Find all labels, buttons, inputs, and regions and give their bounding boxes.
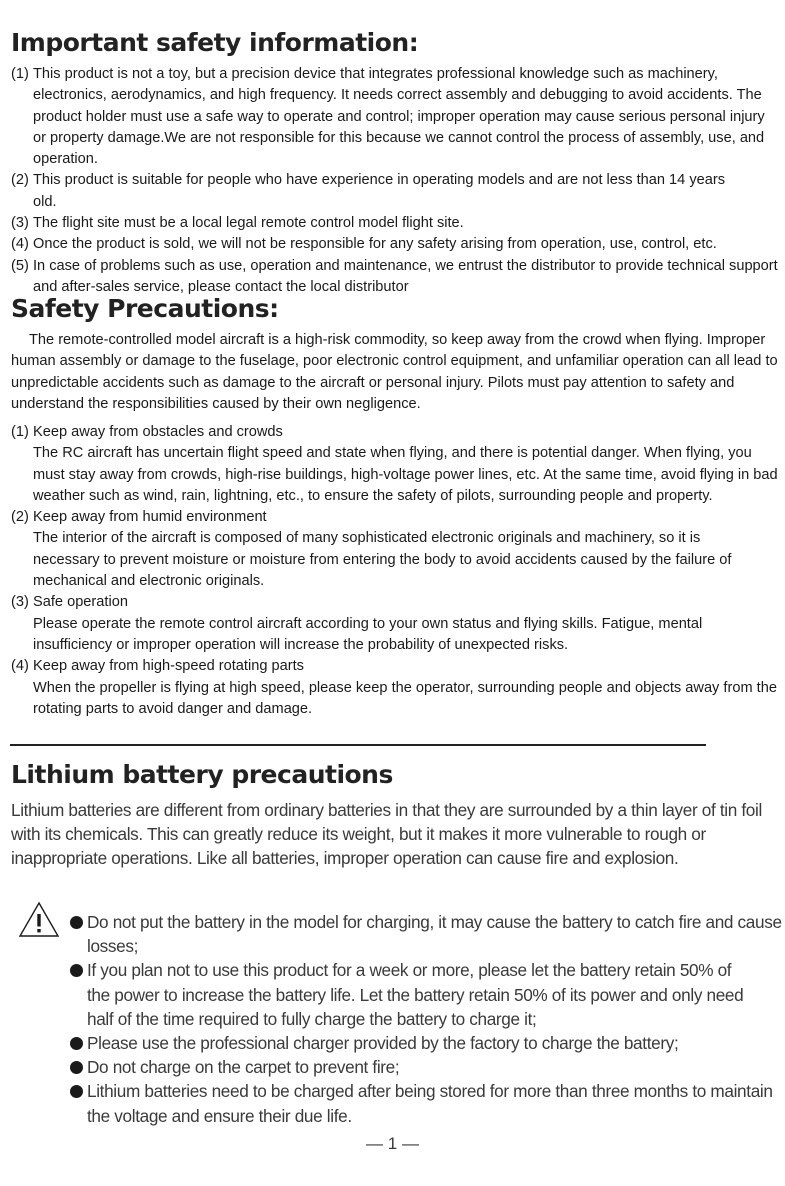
safety-precautions-heading: Safety Precautions: [11, 294, 279, 323]
item-text: Once the product is sold, we will not be responsible for any safety arising from operation, use, control, etc. [33, 236, 717, 253]
bullet-text: Please use the professional charger provided by the factory to charge the battery; [87, 1033, 679, 1054]
warning-icon [18, 901, 60, 938]
important-item [11, 64, 781, 170]
important-item [11, 256, 781, 299]
safety-item-heading [11, 592, 781, 613]
lithium-bullet-list [68, 910, 783, 1128]
item-heading-text: Keep away from high-speed rotating parts [33, 658, 304, 675]
item-number: (3) [11, 215, 29, 232]
bullet-dot-icon [70, 1061, 83, 1074]
important-safety-heading: Important safety information: [11, 28, 419, 57]
safety-item [11, 422, 781, 507]
bullet-dot-icon [70, 1085, 83, 1098]
bullet-dot-icon [70, 916, 83, 929]
bullet-text: Do not charge on the carpet to prevent fire; [87, 1057, 400, 1078]
safety-item [11, 592, 781, 656]
exclamation-dot [37, 929, 40, 932]
lithium-bullet-item [68, 1079, 783, 1127]
item-number: (4) [11, 658, 29, 675]
item-heading-text: Keep away from humid environment [33, 509, 267, 526]
bullet-text: Lithium batteries need to be charged after being stored for more than three months to maintain the voltage and ensure their due life. [87, 1081, 773, 1126]
lithium-bullet-item [68, 910, 783, 958]
item-number: (2) [11, 172, 29, 189]
bullet-text: If you plan not to use this product for a week or more, please let the battery retain 50% of the power to increase the battery life. Let the battery retain 50% of its power and only need half of the time required to fully charge the battery to charge it; [87, 960, 744, 1029]
lithium-intro-paragraph: Lithium batteries are different from ordinary batteries in that they are surrounded by a thin layer of tin foil with its chemicals. This can greatly reduce its weight, but it makes it more vulnerable to rough or inappropriate operations. Like all batteries, improper operation can cause fire and explosion. [11, 800, 762, 869]
item-number: (1) [11, 424, 29, 440]
item-text: The flight site must be a local legal remote control model flight site. [33, 215, 464, 232]
important-item [11, 234, 781, 255]
lithium-bullet-item [68, 1055, 783, 1079]
exclamation-bar [37, 914, 40, 927]
item-number: (3) [11, 594, 29, 611]
safety-item-body: The RC aircraft has uncertain flight speed and state when flying, and there is potential danger. When flying, you must stay away from crowds, high-rise buildings, high-voltage power lines, etc. At the same time, avoid flying in bad weather such as wind, rain, lightning, etc., to ensure the safety of pilots, surrounding people and property. [33, 445, 778, 504]
safety-item-body: The interior of the aircraft is composed of many sophisticated electronic originals and machinery, so it is necessary to prevent moisture or moisture from entering the body to avoid accidents caused by the failure of mechanical and electronic originals. [33, 530, 732, 590]
safety-item-heading [11, 507, 781, 528]
safety-item-heading [11, 422, 781, 443]
safety-item [11, 656, 781, 720]
item-text: This product is not a toy, but a precision device that integrates professional knowledge such as machinery, electronics, aerodynamics, and high frequency. It needs correct assembly and debugging to avoid accidents. The product holder must use a safe way to operate and control; improper operation may cause serious personal injury or property damage.We are not responsible for this because we cannot control the process of assembly, use, and operation. [33, 66, 765, 168]
safety-item-body: When the propeller is flying at high speed, please keep the operator, surrounding people and objects away from the rotating parts to avoid danger and damage. [33, 679, 777, 717]
item-number: (5) [11, 257, 29, 274]
important-item [11, 213, 781, 234]
lithium-bullet-item [68, 1031, 783, 1055]
bullet-dot-icon [70, 1037, 83, 1050]
safety-precautions-list [11, 422, 781, 720]
bullet-text: Do not put the battery in the model for charging, it may cause the battery to catch fire and cause losses; [87, 912, 782, 957]
lithium-bullet-item [68, 958, 757, 1031]
safety-intro-paragraph: The remote-controlled model aircraft is a high-risk commodity, so keep away from the crowd when flying. Improper human assembly or damage to the fuselage, poor electronic control equipment, and unfamiliar operation can all lead to unpredictable accidents such as damage to the aircraft or personal injury. Pilots must pay attention to safety and understand the responsibilities caused by their own negligence. [11, 332, 778, 412]
item-text: In case of problems such as use, operation and maintenance, we entrust the distributor to provide technical support and after-sales service, please contact the local distributor [33, 257, 778, 295]
section-divider [10, 744, 706, 746]
important-item [11, 170, 733, 213]
item-number: (2) [11, 509, 29, 526]
item-text: This product is suitable for people who have experience in operating models and are not less than 14 years old. [33, 172, 725, 210]
page-number: — 1 — [366, 1134, 419, 1153]
important-safety-list [11, 64, 781, 298]
lithium-battery-heading: Lithium battery precautions [11, 760, 393, 789]
safety-item [11, 507, 781, 592]
safety-item-body: Please operate the remote control aircraft according to your own status and flying skills. Fatigue, mental insufficiency or improper operation will increase the probability of unexpected risks. [33, 615, 703, 653]
item-number: (1) [11, 66, 29, 82]
safety-item-heading [11, 656, 781, 677]
bullet-dot-icon [70, 964, 83, 977]
item-heading-text: Keep away from obstacles and crowds [33, 424, 283, 440]
item-heading-text: Safe operation [33, 594, 128, 611]
item-number: (4) [11, 236, 29, 253]
